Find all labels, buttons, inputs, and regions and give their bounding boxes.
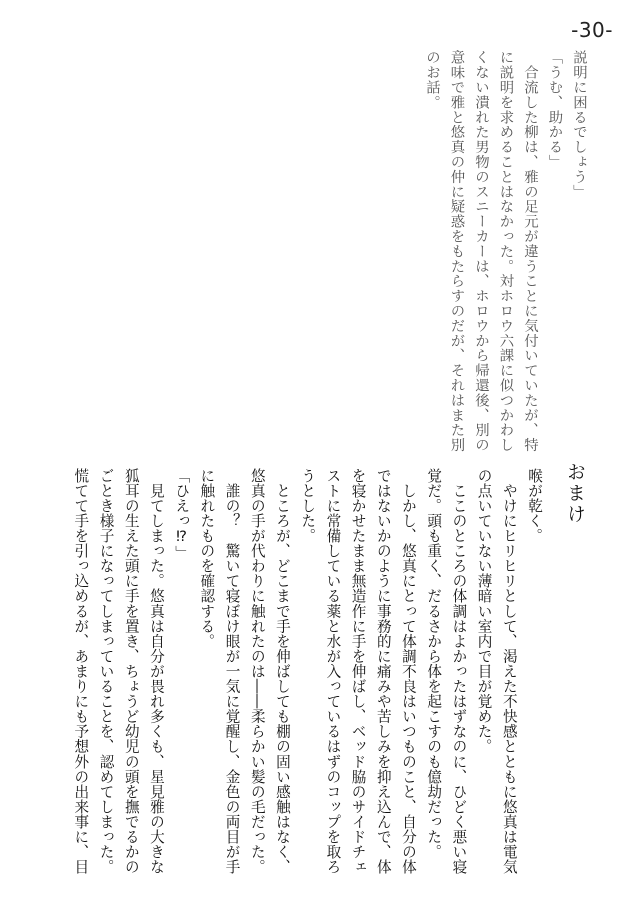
text-line: のお話。 <box>424 50 440 110</box>
text-line: 狐耳の生えた頭に手を置き、ちょうど幼児の頭を撫でるかの <box>122 468 140 875</box>
text-line: しかし、悠真にとって体調不良はいつものこと、自分の体 <box>399 468 417 875</box>
text-line: ではないかのように事務的に痛みや苦しみを抑え込んで、体 <box>374 468 392 875</box>
text-line: 慌てて手を引っ込めるが、あまりにも予想外の出来事に、目 <box>72 468 90 875</box>
text-line: くない潰れた男物のスニーカーは、ホロウから帰還後、別の <box>473 50 489 453</box>
text-line: に説明を求めることはなかった。対ホロウ六課に似つかわし <box>497 50 514 453</box>
text-line: 合流した柳は、雅の足元が違うことに気付いていたが、特 <box>522 50 538 453</box>
text-line: の点いていない薄暗い室内で目が覚めた。 <box>475 468 493 754</box>
text-line: 「うむ、助かる」 <box>546 50 563 170</box>
text-line: ところが、どこまで手を伸ばしても棚の固い感触はなく、 <box>273 468 291 875</box>
text-line: 誰の？ 驚いて寝ぼけ眼が一気に覚醒し、金色の両目が手 <box>223 468 241 875</box>
text-line: 悠真の手が代わりに触れたのは――柔らかい髪の毛だった。 <box>248 468 266 875</box>
text-line: やけにヒリヒリとして、渇えた不快感とともに悠真は電気 <box>500 468 518 875</box>
text-line: 説明に困るでしょう」 <box>571 50 587 199</box>
text-line: ここのところの体調はよかったはずなのに、ひどく悪い寝 <box>450 468 468 875</box>
text-line: 見てしまった。悠真は自分が畏れ多くも、星見雅の大きな <box>147 468 165 875</box>
omake-body-text <box>68 468 547 875</box>
page-number: -30- <box>571 18 613 42</box>
text-line: に触れたものを確認する。 <box>198 468 216 649</box>
section-title: おまけ <box>564 462 586 525</box>
text-line: ごとき様子になってしまっていることを、認めてしまった。 <box>97 468 115 875</box>
text-line: を寝かせたまま無造作に手を伸ばし、ベッド脇のサイドチェ <box>349 468 367 875</box>
text-line: 覚だ。頭も重く、だるさから体を起こすのも億劫だった。 <box>425 468 443 860</box>
text-line: 意味で雅と悠真の仲に疑惑をもたらすのだが、それはまた別 <box>448 50 465 453</box>
text-line: 喉が乾く。 <box>526 468 543 544</box>
text-line: ストに常備している薬と水が入っているはずのコップを取ろ <box>324 468 342 875</box>
text-line: 「ひえっ⁉」 <box>173 468 191 561</box>
text-line: うとした。 <box>299 468 317 544</box>
previous-story-text <box>420 50 592 453</box>
